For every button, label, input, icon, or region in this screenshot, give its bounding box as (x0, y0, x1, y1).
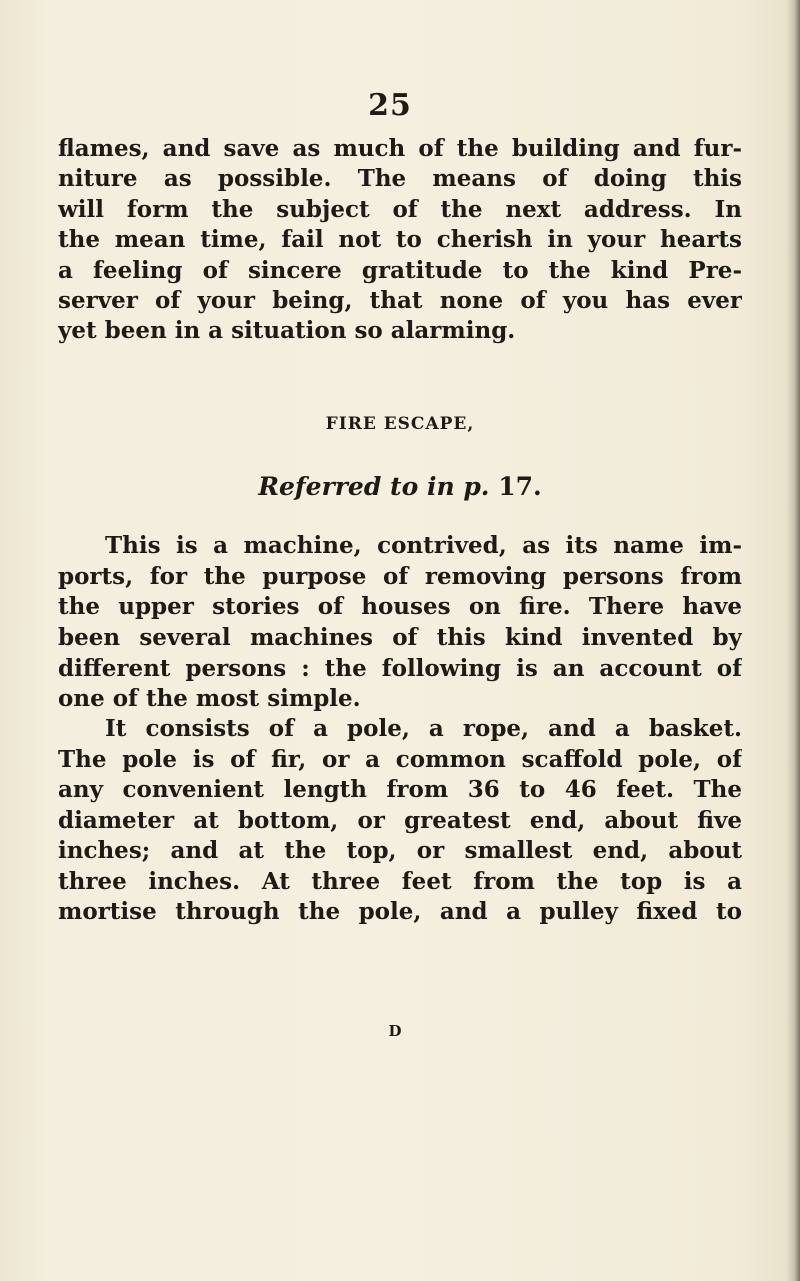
text-line: been several machines of this kind invented by (58, 624, 742, 651)
section-reference (0, 472, 800, 501)
reference-page: 17. (498, 472, 542, 501)
text-line: flames, and save as much of the building and fur- (58, 135, 742, 162)
text-line: niture as possible. The means of doing this (58, 165, 742, 192)
text-line: three inches. At three feet from the top is a (58, 868, 742, 895)
signature-mark: D (388, 1022, 402, 1040)
page-number: 25 (368, 88, 412, 123)
text-line: one of the most simple. (58, 685, 361, 712)
reference-text: Referred to in p. (258, 472, 490, 501)
text-line: different persons : the following is an account of (58, 655, 742, 682)
text-line: It consists of a pole, a rope, and a basket. (105, 715, 742, 742)
text-line: inches; and at the top, or smallest end, about (58, 837, 742, 864)
text-line: a feeling of sincere gratitude to the kind Pre- (58, 257, 742, 284)
text-line: This is a machine, contrived, as its name im- (105, 532, 742, 559)
text-line: diameter at bottom, or greatest end, about five (58, 807, 742, 834)
text-line: any convenient length from 36 to 46 feet. The (58, 776, 742, 803)
text-line: The pole is of fir, or a common scaffold pole, of (58, 746, 742, 773)
text-line: ports, for the purpose of removing persons from (58, 563, 742, 590)
text-line: yet been in a situation so alarming. (58, 317, 516, 344)
text-line: the mean time, fail not to cherish in your hearts (58, 226, 742, 253)
page-edge-shadow (786, 0, 800, 1281)
text-line: will form the subject of the next address. In (58, 196, 742, 223)
text-line: server of your being, that none of you has ever (58, 287, 742, 314)
text-line: the upper stories of houses on fire. There have (58, 593, 742, 620)
section-title: FIRE ESCAPE, (325, 414, 475, 434)
text-line: mortise through the pole, and a pulley fixed to (58, 898, 742, 925)
